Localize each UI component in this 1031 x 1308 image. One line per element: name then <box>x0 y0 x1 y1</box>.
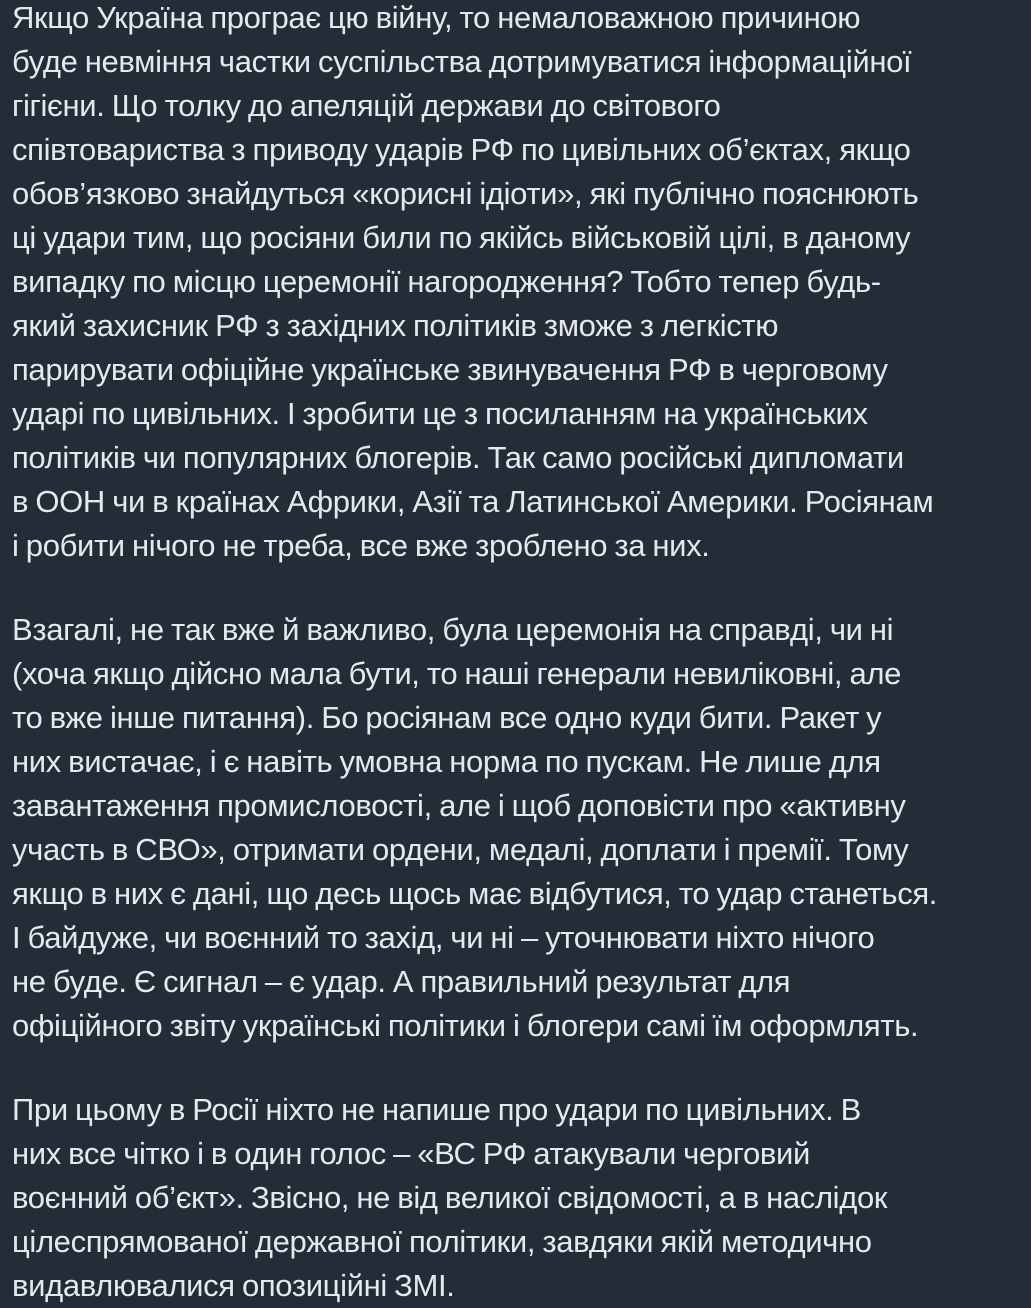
text-line: і робити нічого не треба, все вже зроблено за них. <box>12 528 710 563</box>
text-line: видавлювалися опозиційні ЗМІ. <box>12 1268 455 1303</box>
text-line: При цьому в Росії ніхто не напише про удари по цивільних. В <box>12 1092 861 1127</box>
text-line: не буде. Є сигнал – є удар. А правильний результат для <box>12 964 791 999</box>
text-line: в ООН чи в країнах Африки, Азії та Латинської Америки. Росіянам <box>12 484 934 519</box>
text-line: якщо в них є дані, що десь щось має відбутися, то удар станеться. <box>12 876 938 911</box>
text-line: випадку по місцю церемонії нагородження? Тобто тепер будь- <box>12 264 881 299</box>
text-line: буде невміння частки суспільства дотримуватися інформаційної <box>12 44 912 79</box>
paragraph-spacer <box>12 1048 1017 1092</box>
text-line: І байдуже, чи воєнний то захід, чи ні – уточнювати ніхто нічого <box>12 920 875 955</box>
text-line: них все чітко і в один голос – «ВС РФ атакували черговий <box>12 1136 810 1171</box>
text-line: офіційного звіту українські політики і блогери самі їм оформлять. <box>12 1008 919 1043</box>
text-line: (хоча якщо дійсно мала бути, то наші генерали невиліковні, але <box>12 656 901 691</box>
text-line: політиків чи популярних блогерів. Так само російські дипломати <box>12 440 904 475</box>
text-line: парирувати офіційне українське звинувачення РФ в черговому <box>12 352 888 387</box>
text-line: цілеспрямованої державної політики, завдяки якій методично <box>12 1224 872 1259</box>
text-line: участь в СВО», отримати ордени, медалі, доплати і премії. Тому <box>12 832 909 867</box>
text-line: Якщо Україна програє цю війну, то немаловажною причиною <box>12 0 861 35</box>
paragraph-1 <box>12 0 1017 568</box>
paragraph-3 <box>12 1088 1017 1308</box>
text-line: завантаження промисловості, але і щоб доповісти про «активну <box>12 788 906 823</box>
text-line: Взагалі, не так вже й важливо, була церемонія на справді, чи ні <box>12 612 894 647</box>
text-line: них вистачає, і є навіть умовна норма по пускам. Не лише для <box>12 744 881 779</box>
text-line: ударі по цивільних. І зробити це з посиланням на українських <box>12 396 868 431</box>
text-line: співтовариства з приводу ударів РФ по цивільних об’єктах, якщо <box>12 132 911 167</box>
text-line: який захисник РФ з західних політиків зможе з легкістю <box>12 308 779 343</box>
text-line: воєнний об’єкт». Звісно, не від великої свідомості, а в наслідок <box>12 1180 888 1215</box>
text-line: гігієни. Що толку до апеляцій держави до світового <box>12 88 721 123</box>
text-line: обов’язково знайдуться «корисні ідіоти», які публічно пояснюють <box>12 176 919 211</box>
paragraph-2 <box>12 608 1017 1048</box>
text-line: то вже інше питання). Бо росіянам все одно куди бити. Ракет у <box>12 700 882 735</box>
text-line: ці удари тим, що росіяни били по якійсь військовій цілі, в даному <box>12 220 911 255</box>
paragraph-spacer <box>12 568 1017 612</box>
